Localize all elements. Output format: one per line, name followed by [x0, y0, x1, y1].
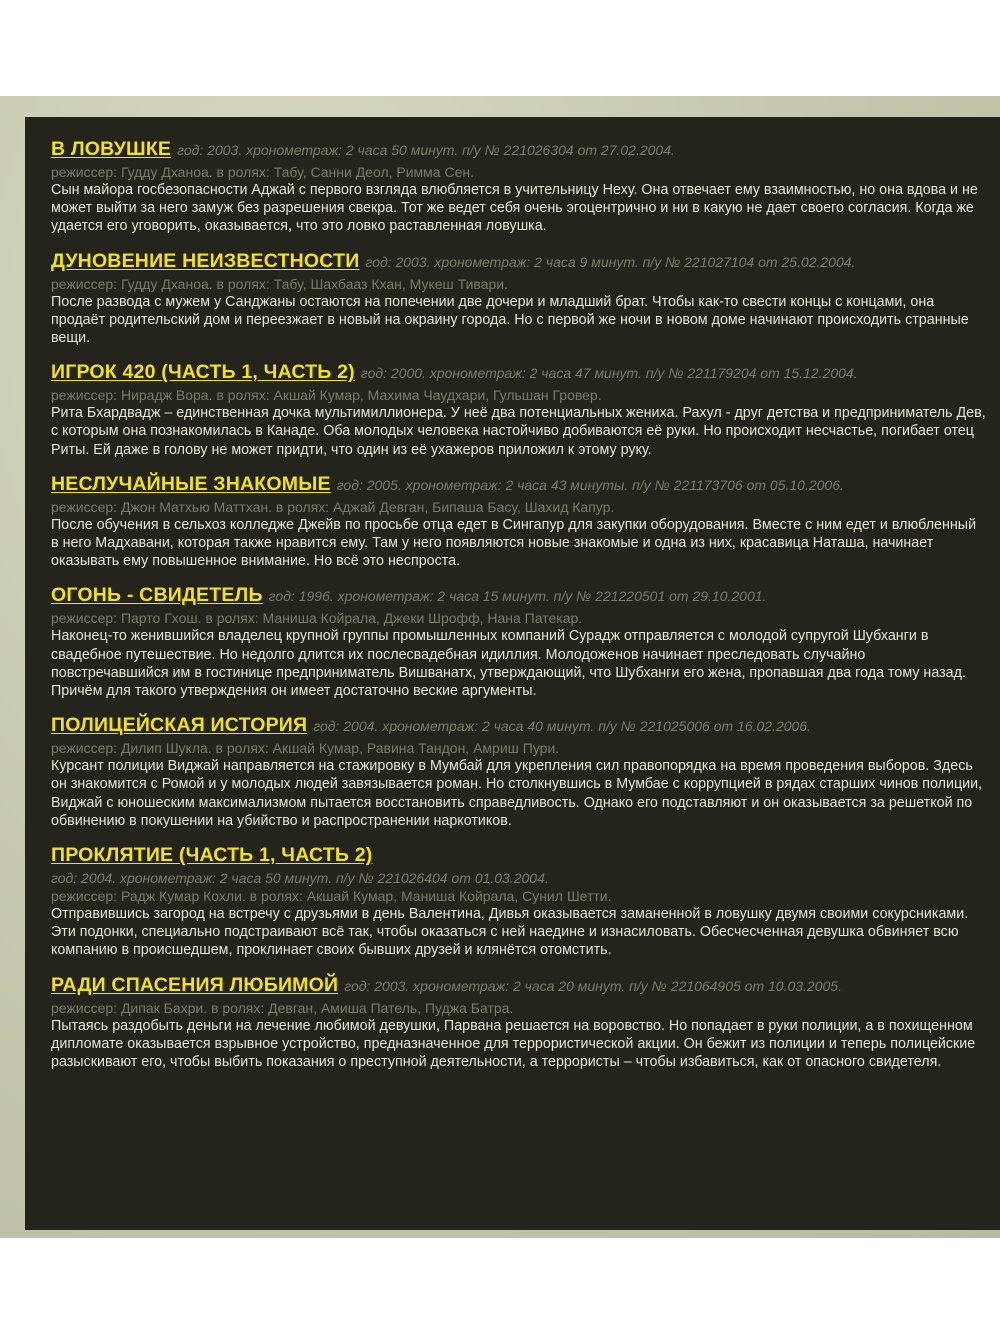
film-entry [51, 713, 986, 830]
film-description: Пытаясь раздобыть деньги на лечение любимой девушки, Парвана решается на воровство. Но попадает в руки полиции, а в похищенном дипломате оказывается взрывное устройство, предназначенное для террористической акции. Он бежит из полиции и теперь полицейские разыскивают его, чтобы выбить показания о преступной деятельности, а террористы – чтобы избавиться, как от опасного свидетеля. [51, 1017, 976, 1071]
film-credits: режиссер: Джон Матхью Маттхан. в ролях: Аджай Девган, Бипаша Басу, Шахид Капур. [51, 498, 615, 515]
film-heading [51, 137, 986, 163]
film-heading [51, 713, 986, 739]
film-meta: год: 2004. хронометраж: 2 часа 40 минут. п/у № 221025006 от 16.02.2006. [313, 718, 811, 735]
film-entry [51, 583, 986, 700]
film-description: Отправившись загород на встречу с друзьями в день Валентина, Дивья оказывается заманенной в ловушку двумя своими сокурсниками. Эти подонки, специально подстраивают всё так, чтобы оказаться с ней наедине и изнасиловать. Обесчесченная девушка обвиняет всю компанию в происшедшем, проклинает своих бывших друзей и клянётся отомстить. [51, 906, 969, 959]
film-entry [51, 472, 986, 571]
film-list-panel [25, 117, 1000, 1230]
film-credits: режиссер: Нирадж Вора. в ролях: Акшай Кумар, Махима Чаудхари, Гульшан Гровер. [51, 387, 602, 404]
film-entry [51, 843, 986, 960]
film-credits: режиссер: Парто Гхош. в ролях: Маниша Койрала, Джеки Шрофф, Нана Патекар. [51, 610, 583, 627]
film-title: ПРОКЛЯТИЕ (ЧАСТЬ 1, ЧАСТЬ 2) [51, 844, 373, 867]
film-title: В ЛОВУШКЕ [51, 138, 172, 160]
film-meta: год: 1996. хронометраж: 2 часа 15 минут. п/у № 221220501 от 29.10.2001. [268, 588, 767, 605]
film-meta: год: 2003. хронометраж: 2 часа 20 минут. п/у № 221064905 от 10.03.2005. [344, 977, 842, 994]
film-heading [51, 843, 986, 869]
film-entry [51, 137, 986, 236]
film-title: НЕСЛУЧАЙНЫЕ ЗНАКОМЫЕ [51, 472, 331, 495]
film-entry [51, 973, 986, 1072]
film-entry [51, 249, 986, 348]
film-description: Сын майора госбезопасности Аджай с первого взгляда влюбляется в учительницу Неху. Она отвечает ему взаимностью, но она вдова и не может выйти за него замуж без разрешения свекра. Тот же ведет себя очень эгоцентрично и ни в какую не дает своего согласия. Когда же удается его уговорить, оказывается, что это ловко раставленная ловушка. [51, 182, 978, 235]
film-credits: режиссер: Дипак Бахри. в ролях: Девган, Амиша Патель, Пуджа Батра. [51, 999, 514, 1016]
film-meta: год: 2003. хронометраж: 2 часа 50 минут. п/у № 221026304 от 27.02.2004. [177, 142, 675, 158]
film-description: После обучения в сельхоз колледже Джейв по просьбе отца едет в Сингапур для закупки оборудования. Вместе с ним едет и влюбленный в него Мадхавани, которая также нравится ему. Там у него появляются новые знакомые и одна из них, красавица Наташа, начинает оказывать ему повышенное внимание. Но всё это неспроста. [51, 516, 977, 570]
film-meta: год: 2000. хронометраж: 2 часа 47 минут. п/у № 221179204 от 15.12.2004. [360, 365, 858, 382]
film-credits: режиссер: Дилип Шукла. в ролях: Акшай Кумар, Равина Тандон, Амриш Пури. [51, 740, 560, 757]
film-credits: режиссер: Гудду Дханоа. в ролях: Табу, Шахбааз Кхан, Мукеш Тивари. [51, 275, 508, 292]
film-meta: год: 2005. хронометраж: 2 часа 43 минуты. п/у № 221173706 от 05.10.2006. [336, 476, 844, 493]
film-meta: год: 2004. хронометраж: 2 часа 50 минут. п/у № 221026404 от 01.03.2004. [51, 870, 549, 887]
film-description: Наконец-то женившийся владелец крупной группы промышленных компаний Сурадж отправляется с молодой супругой Шубханги в свадебное путешествие. Но недолго длится их послесвадебная идиллия. Молодоженов начинает преследовать случайно повстречавшийся им в гостинице предприниматель Вишванатх, утверждающий, что Шубханги его жена, пропавшая два года тому назад. Причём для такого утверждения он имеет достаточно веские аргументы. [51, 628, 966, 700]
film-heading [51, 472, 986, 498]
film-description: Рита Бхардвадж – единственная дочка мультимиллионера. У неё два потенциальных жениха. Рахул - друг детства и предприниматель Дев, с которым она познакомилась в Канаде. Оба молодых человека настойчиво добиваются её руки. Но происходит несчастье, погибает отец Риты. Ей даже в голову не может придти, что один из её ухажеров приложил к этому руку. [51, 405, 986, 458]
film-heading [51, 249, 986, 275]
film-meta: год: 2003. хронометраж: 2 часа 9 минут. п/у № 221027104 от 25.02.2004. [365, 253, 856, 270]
film-title: РАДИ СПАСЕНИЯ ЛЮБИМОЙ [51, 973, 339, 996]
film-credits: режиссер: Гудду Дханоа. в ролях: Табу, Санни Деол, Римма Сен. [51, 164, 474, 180]
film-credits: режиссер: Радж Кумар Кохли. в ролях: Акшай Кумар, Маниша Койрала, Сунил Шетти. [51, 888, 612, 905]
film-title: ОГОНЬ - СВИДЕТЕЛЬ [51, 584, 263, 607]
film-heading [51, 973, 986, 999]
film-entry [51, 360, 986, 459]
film-description: После развода с мужем у Санджаны остаются на попечении две дочери и младший брат. Чтобы как-то свести концы с концами, она продаёт родительский дом и переезжает в новый на окраину города. Но с первой же ночи в новом доме начинают происходить странные вещи. [51, 293, 969, 347]
film-title: ДУНОВЕНИЕ НЕИЗВЕСТНОСТИ [51, 249, 360, 272]
film-description: Курсант полиции Виджай направляется на стажировку в Мумбай для укрепления сил правопорядка на время проведения выборов. Здесь он знакомится с Ромой и у молодых людей завязывается роман. Но столкнувшись в Мумбае с коррупцией в рядах старших чинов полиции, Виджай с юношеским максимализмом пытается восстановить справедливость. Однако его подставляют и он оказывается за решеткой по обвинению в покушении на убийство и распространении наркотиков. [51, 758, 983, 829]
film-heading [51, 583, 986, 609]
film-heading [51, 360, 986, 386]
film-title: ПОЛИЦЕЙСКАЯ ИСТОРИЯ [51, 714, 308, 737]
film-title: ИГРОК 420 (ЧАСТЬ 1, ЧАСТЬ 2) [51, 361, 355, 384]
